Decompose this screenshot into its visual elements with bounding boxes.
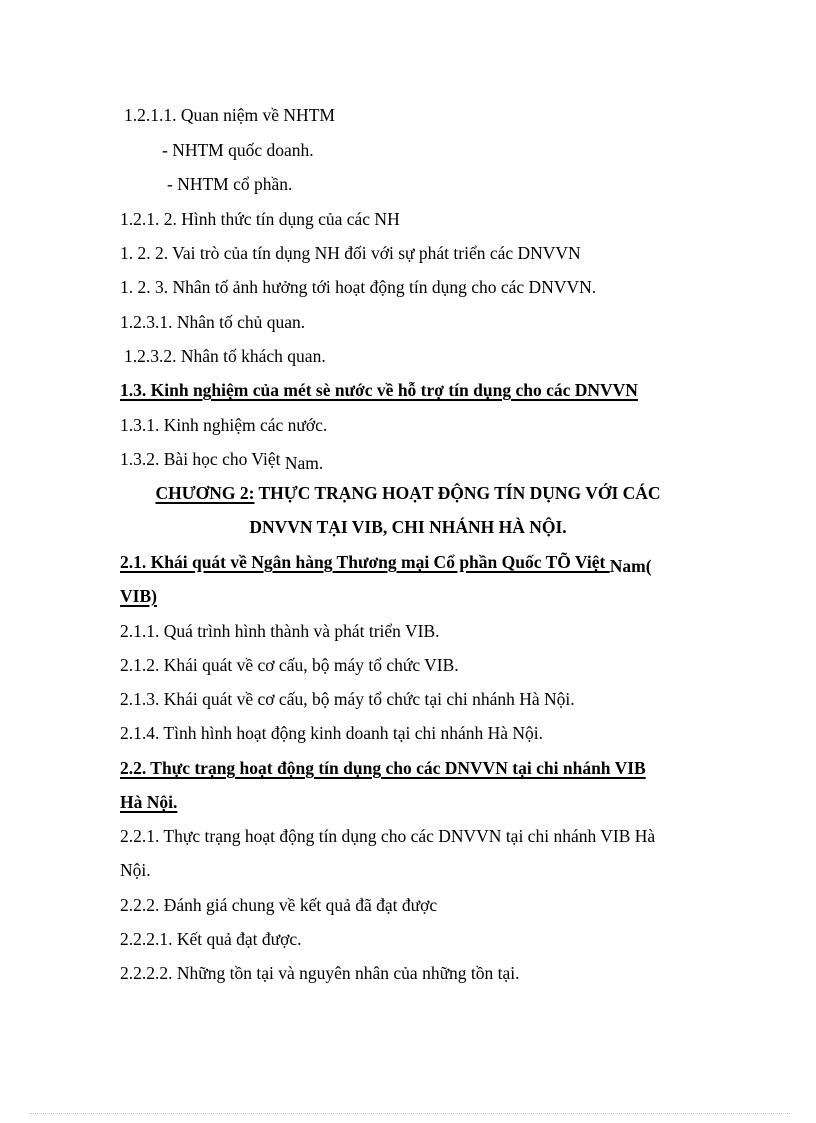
chapter-heading [0, 482, 816, 504]
chapter-title-line2: DNVVN TẠI VIB, CHI NHÁNH HÀ NỘI. [249, 517, 567, 537]
section-heading [120, 551, 652, 576]
toc-entry: 1.2.3.1. Nhân tố chủ quan. [120, 312, 306, 332]
toc-entry [120, 448, 324, 473]
page-bottom-divider [30, 1113, 790, 1114]
toc-entry: 1. 2. 2. Vai trò của tín dụng NH đối với sự phát triển các DNVVN [120, 243, 581, 263]
toc-entry: 2.1.3. Khái quát về cơ cấu, bộ máy tổ chức tại chi nhánh Hà Nội. [120, 689, 575, 709]
toc-entry: 2.1.2. Khái quát về cơ cấu, bộ máy tổ chức VIB. [120, 655, 459, 675]
section-heading: 1.3. Kinh nghiệm của mét sè nước về hỗ trợ tín dụng cho các DNVVN [120, 380, 638, 400]
toc-entry: 2.2.2.2. Những tồn tại và nguyên nhân của những tồn tại. [120, 963, 520, 983]
section-heading-text-lowered: Nam( [609, 556, 652, 576]
toc-entry: 2.2.2.1. Kết quả đạt được. [120, 929, 302, 949]
chapter-label: CHƯƠNG 2: [155, 483, 255, 503]
toc-entry: 2.2.1. Thực trạng hoạt động tín dụng cho các DNVVN tại chi nhánh VIB Hà [120, 826, 656, 846]
toc-entry-cont: Nội. [120, 860, 151, 880]
toc-entry: 1.2.1. 2. Hình thức tín dụng của các NH [120, 209, 400, 229]
toc-entry: 2.1.4. Tình hình hoạt động kinh doanh tại chi nhánh Hà Nội. [120, 723, 544, 743]
section-heading-text: 2.1. Khái quát về Ngân hàng Thương mại Cổ phần Quốc TÕ Việt [120, 552, 610, 572]
chapter-title: THỰC TRẠNG HOẠT ĐỘNG TÍN DỤNG VỚI CÁC [254, 483, 661, 503]
section-heading-cont: Hà Nội. [120, 792, 178, 812]
section-heading: 2.2. Thực trạng hoạt động tín dụng cho các DNVVN tại chi nhánh VIB [120, 758, 646, 778]
toc-entry: 2.2.2. Đánh giá chung về kết quả đã đạt được [120, 895, 438, 915]
toc-entry: - NHTM quốc doanh. [162, 140, 314, 160]
toc-entry: 1. 2. 3. Nhân tố ảnh hưởng tới hoạt động tín dụng cho các DNVVN. [120, 277, 597, 297]
toc-entry-text-lowered: Nam. [284, 453, 324, 473]
toc-entry: 1.2.3.2. Nhân tố khách quan. [124, 346, 326, 366]
toc-entry: 1.3.1. Kinh nghiệm các nước. [120, 415, 328, 435]
toc-entry: - NHTM cổ phần. [167, 174, 293, 194]
toc-entry: 2.1.1. Quá trình hình thành và phát triển VIB. [120, 621, 440, 641]
toc-entry-text: 1.3.2. Bài học cho Việt [120, 449, 285, 469]
toc-entry: 1.2.1.1. Quan niệm về NHTM [124, 105, 335, 125]
section-heading-cont: VIB) [120, 586, 157, 606]
